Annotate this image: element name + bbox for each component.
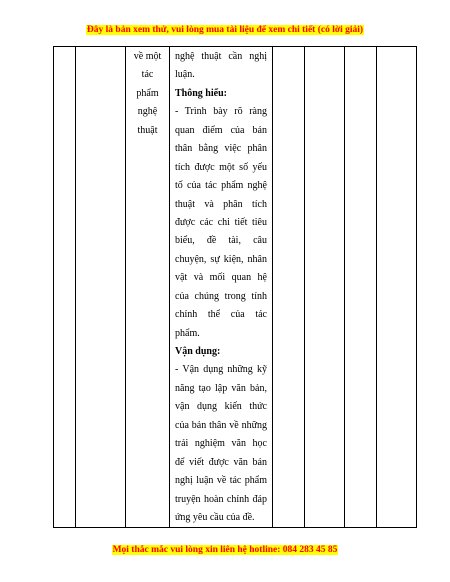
comprehension-heading: Thông hiểu:: [175, 87, 227, 99]
content-table: [53, 46, 417, 528]
requirement-line: truyện hoàn chỉnh đáp: [175, 493, 267, 505]
requirement-line: thân bằng việc phân: [175, 143, 267, 155]
application-heading: Vận dụng:: [175, 346, 221, 357]
cell-requirements: [170, 47, 273, 528]
cell-topic: [76, 47, 126, 528]
requirement-line: chỉnh thể của tác: [175, 309, 267, 321]
requirement-line: - Trình bày rõ ràng: [175, 106, 267, 118]
requirement-line: vận dụng kiến thức: [175, 401, 267, 413]
cell-count-comprehension: [305, 47, 345, 528]
requirement-line: tích được một số yếu: [175, 161, 267, 173]
requirement-line: được các chi tiết tiêu: [175, 216, 267, 228]
requirement-line: - Vận dụng những kỹ: [175, 364, 267, 376]
cell-count-recognition: [273, 47, 305, 528]
requirement-line: năng tạo lập văn bản,: [175, 382, 267, 394]
requirement-line: của chúng trong tính: [175, 290, 267, 302]
header-notice: [0, 25, 450, 35]
requirement-line: biểu, đề tài, câu: [175, 235, 267, 247]
requirement-line: chuyện, sự kiện, nhân: [175, 253, 267, 265]
requirement-line: ứng yêu cầu của đề.: [175, 511, 255, 523]
table-row: [54, 47, 417, 528]
requirement-line: quan điểm của bản: [175, 124, 267, 136]
requirement-line: tố của tác phẩm nghệ: [175, 180, 267, 192]
requirement-line: phẩm.: [175, 327, 200, 339]
requirement-line: để viết được văn bản: [175, 456, 267, 468]
level-line: thuật: [137, 124, 158, 136]
level-line: tác: [141, 69, 154, 81]
requirement-line: nghệ thuật cần nghị: [175, 51, 267, 62]
level-line: về một: [133, 51, 162, 62]
level-line: phẩm: [136, 87, 159, 99]
requirement-line: vật và mối quan hệ: [175, 272, 267, 284]
requirement-line: luận.: [175, 69, 195, 81]
footer-notice: [0, 545, 450, 555]
requirement-line: của bản thân về những: [175, 419, 267, 431]
footer-notice-text: Mọi thắc mắc vui lòng xin liên hệ hotline: 084 283 45 85: [112, 545, 338, 555]
cell-count-application: [345, 47, 377, 528]
level-line: nghệ: [137, 106, 158, 118]
header-notice-text: Đây là bản xem thử, vui lòng mua tài liệu để xem chi tiết (có lời giải): [86, 25, 364, 35]
requirement-line: thuật và phân tích: [175, 198, 267, 210]
cell-level: [126, 47, 170, 528]
requirement-line: trải nghiệm văn học: [175, 438, 267, 450]
cell-index: [54, 47, 76, 528]
cell-count-advanced: [377, 47, 417, 528]
requirement-line: nghị luận về tác phẩm: [175, 475, 267, 487]
